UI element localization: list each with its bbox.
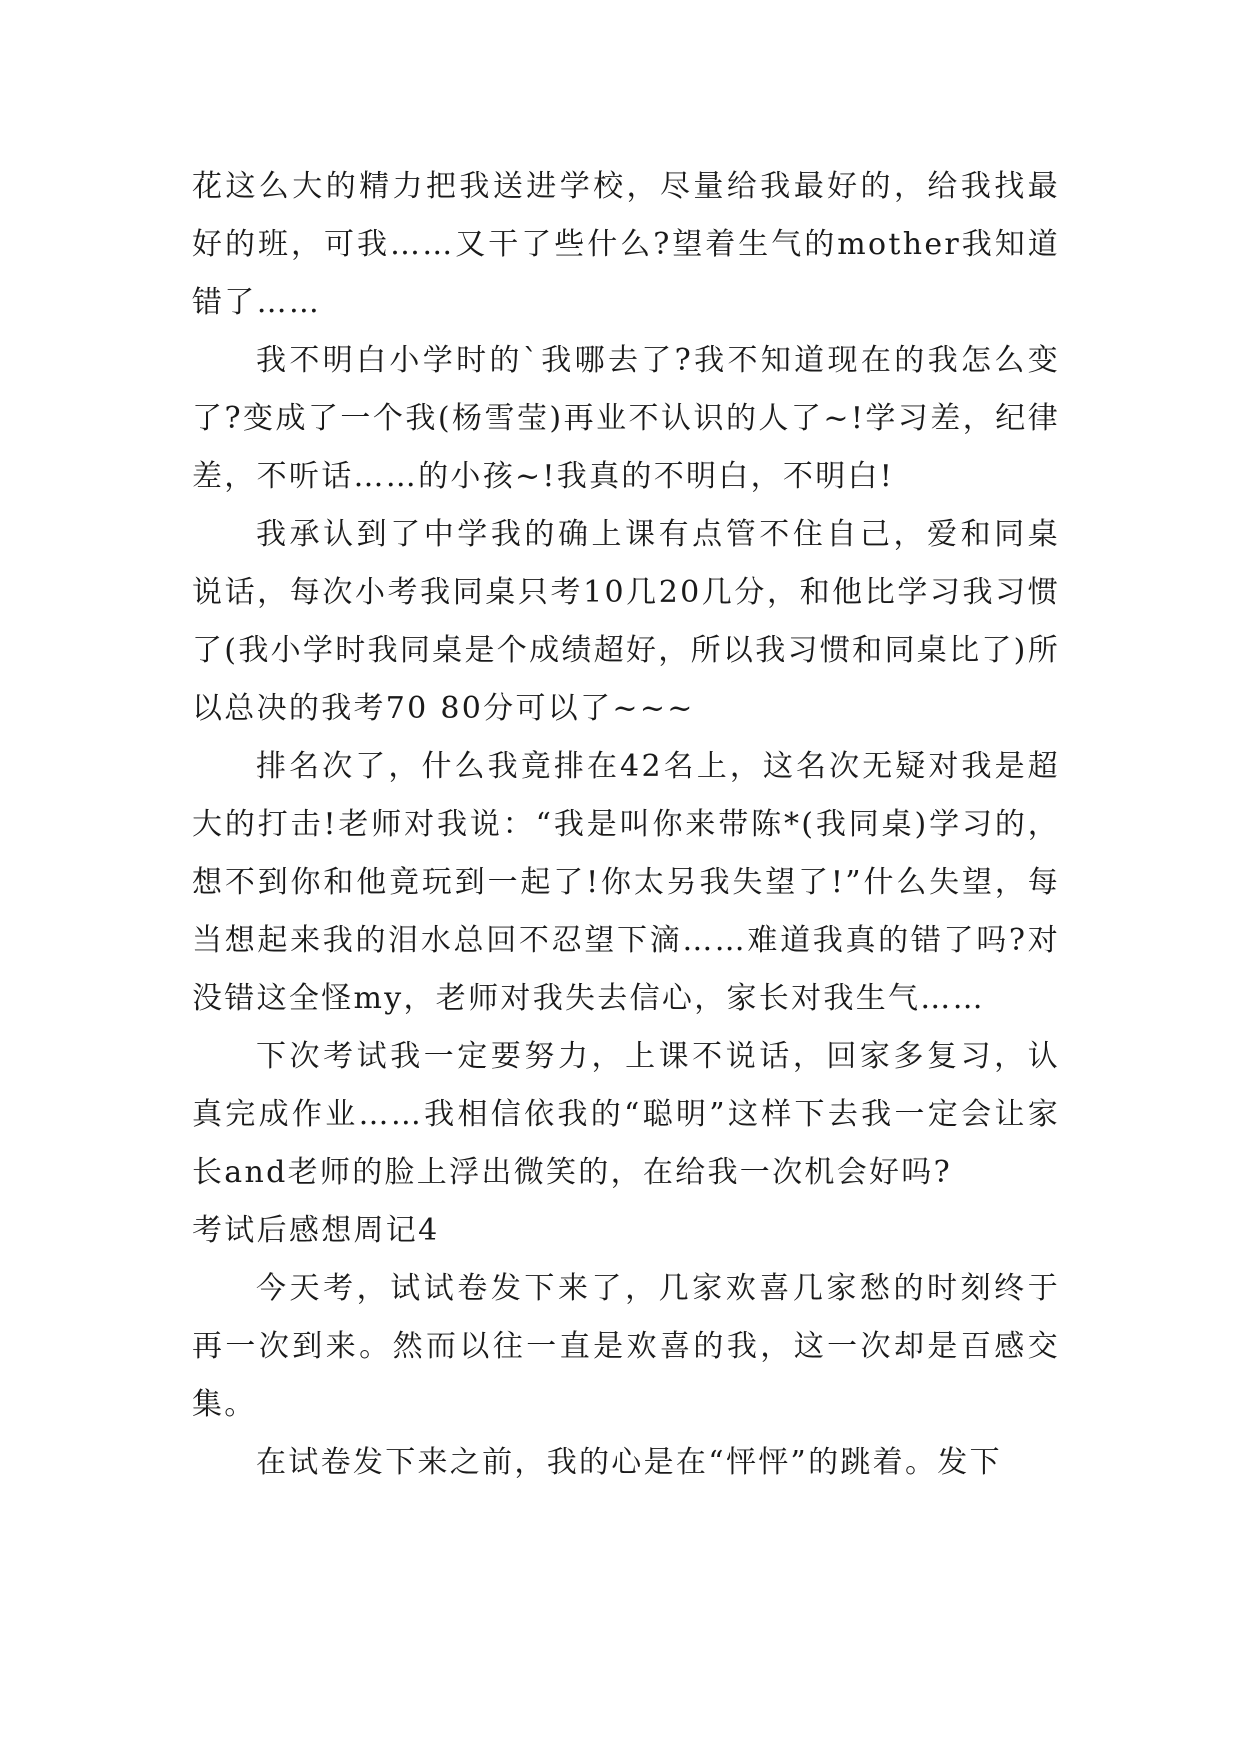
document-page [192,158,1060,1492]
paragraph-2: 我不明白小学时的`我哪去了?我不知道现在的我怎么变了?变成了一个我(杨雪莹)再业不认识的人了~!学习差，纪律差，不听话……的小孩~!我真的不明白，不明白! [192,343,1060,494]
paragraph-6: 今天考，试试卷发下来了，几家欢喜几家愁的时刻终于再一次到来。然而以往一直是欢喜的我，这一次却是百感交集。 [192,1271,1060,1422]
paragraph-4: 排名次了，什么我竟排在42名上，这名次无疑对我是超大的打击!老师对我说：“我是叫你来带陈*(我同桌)学习的，想不到你和他竟玩到一起了!你太另我失望了!”什么失望，每当想起来我的泪水总回不忍望下滴……难道我真的错了吗?对没错这全怪my，老师对我失去信心，家长对我生气…… [192,749,1060,1016]
paragraph-3: 我承认到了中学我的确上课有点管不住自己，爱和同桌说话，每次小考我同桌只考10几20几分，和他比学习我习惯了(我小学时我同桌是个成绩超好，所以我习惯和同桌比了)所以总决的我考70 80分可以了~~~ [192,517,1060,726]
paragraph-7: 在试卷发下来之前，我的心是在“怦怦”的跳着。发下 [256,1445,1002,1480]
section-heading: 考试后感想周记4 [192,1213,440,1248]
paragraph-1: 花这么大的精力把我送进学校，尽量给我最好的，给我找最好的班，可我……又干了些什么?望着生气的mother我知道错了…… [192,169,1060,320]
paragraph-5: 下次考试我一定要努力，上课不说话，回家多复习，认真完成作业……我相信依我的“聪明”这样下去我一定会让家长and老师的脸上浮出微笑的，在给我一次机会好吗? [192,1039,1060,1190]
